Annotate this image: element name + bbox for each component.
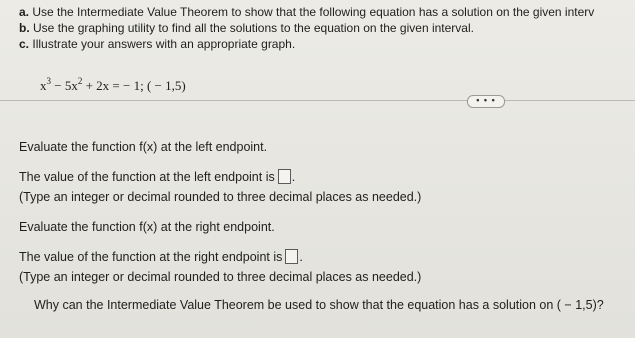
instruction-c-text: Illustrate your answers with an appropriate graph. xyxy=(32,37,296,51)
instruction-b-text: Use the graphing utility to find all the solutions to the equation on the given interval. xyxy=(33,21,474,35)
ivt-question: Why can the Intermediate Value Theorem be used to show that the equation has a solution on ( − 1,5)? xyxy=(34,298,604,312)
equation-rest: + 2x = − 1; ( − 1,5) xyxy=(85,78,186,93)
equation-minus5x: − 5x xyxy=(54,78,78,93)
equation-exp3: 3 xyxy=(46,76,51,86)
right-value-answer-box[interactable] xyxy=(285,249,298,264)
left-endpoint-question xyxy=(19,169,295,185)
instruction-a xyxy=(19,5,594,20)
right-value-end: . xyxy=(299,250,303,264)
right-endpoint-header: Evaluate the function f(x) at the right endpoint. xyxy=(19,220,275,234)
instruction-b-label: b. xyxy=(19,21,30,35)
left-value-end: . xyxy=(291,170,296,184)
right-value-text: The value of the function at the right endpoint is xyxy=(19,250,283,264)
instruction-a-text: Use the Intermediate Value Theorem to show that the following equation has a solution on the given interv xyxy=(32,5,595,19)
expand-more-button[interactable]: • • • xyxy=(467,95,505,108)
left-endpoint-header: Evaluate the function f(x) at the left endpoint. xyxy=(19,140,268,154)
left-value-text: The value of the function at the left endpoint is xyxy=(19,170,275,184)
instruction-c xyxy=(19,37,295,52)
right-hint: (Type an integer or decimal rounded to three decimal places as needed.) xyxy=(19,270,422,284)
instruction-b xyxy=(19,21,474,36)
right-endpoint-question xyxy=(19,249,303,265)
left-value-answer-box[interactable] xyxy=(278,169,291,184)
instruction-a-label: a. xyxy=(19,5,30,19)
equation-exp2: 2 xyxy=(77,76,83,86)
section-divider xyxy=(0,100,635,101)
equation-x: x xyxy=(40,78,47,93)
left-hint: (Type an integer or decimal rounded to three decimal places as needed.) xyxy=(19,190,422,204)
instruction-c-label: c. xyxy=(19,37,30,51)
equation xyxy=(40,76,186,94)
